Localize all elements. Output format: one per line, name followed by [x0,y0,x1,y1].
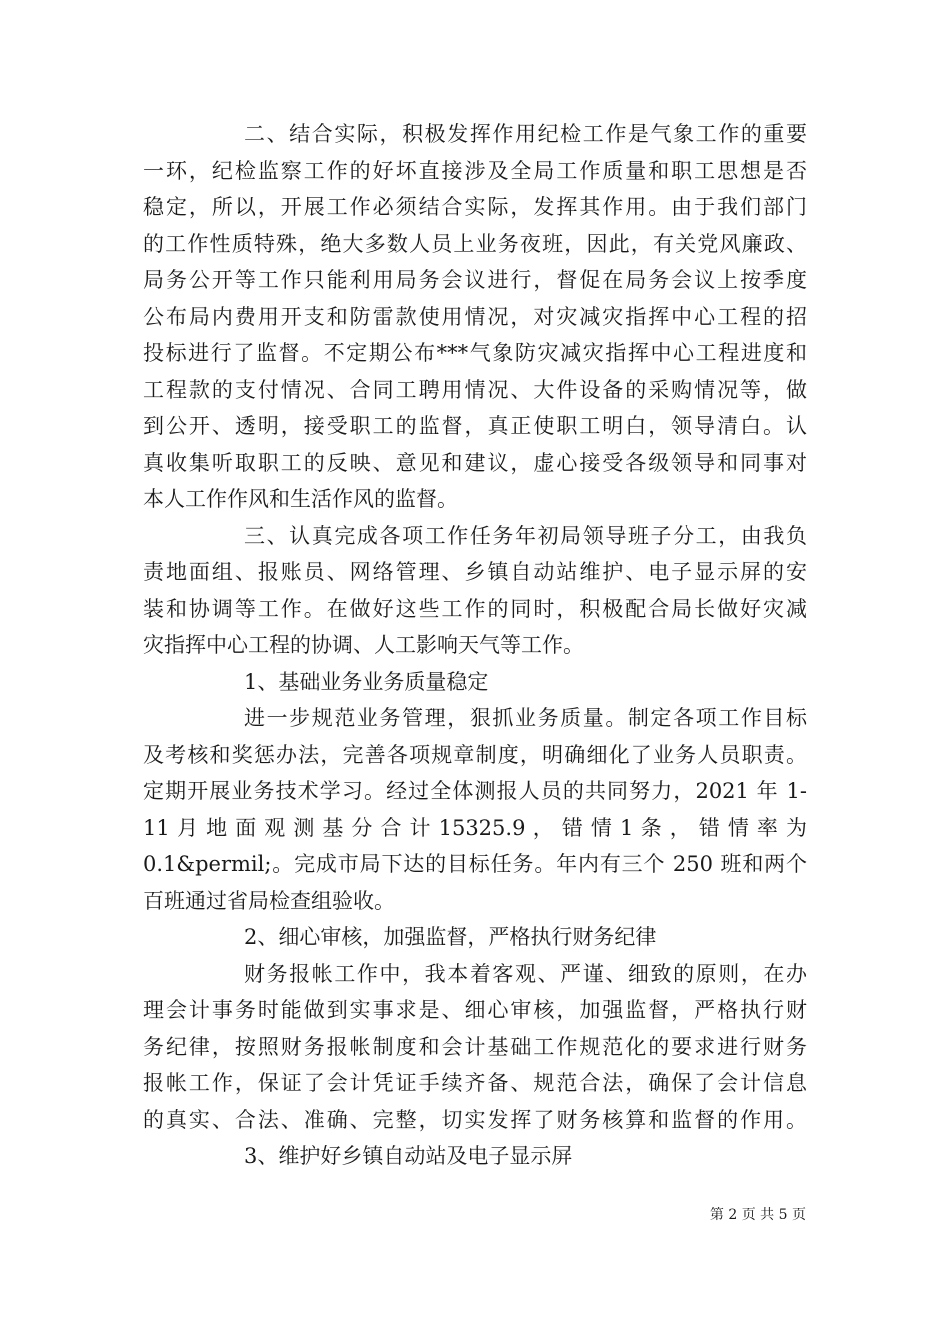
text-line: 财务报帐工作中，我本着客观、严谨、细致的原则，在办 [244,961,807,986]
text-line: 责地面组、报账员、网络管理、乡镇自动站维护、电子显示屏的安 [143,560,807,584]
text-line: 灾指挥中心工程的协调、人工影响天气等工作。 [143,633,584,657]
text-line: 务纪律，按照财务报帐制度和会计基础工作规范化的要求进行财务 [143,1034,807,1059]
text-line: 投标进行了监督。不定期公布***气象防灾减灾指挥中心工程进度和 [143,341,807,365]
text-line: 装和协调等工作。在做好这些工作的同时，积极配合局长做好灾减 [143,596,807,621]
text-line: 11 月 地 面 观 测 基 分 合 计 15325.9 ， 错 情 1 条 ， 错 情 率 为 [143,815,807,840]
document-body [143,116,807,1175]
text-line: 工程款的支付情况、合同工聘用情况、大件设备的采购情况等，做 [143,377,807,402]
text-line: 二、结合实际，积极发挥作用纪检工作是气象工作的重要 [244,122,807,146]
text-line: 及考核和奖惩办法，完善各项规章制度，明确细化了业务人员职责。 [143,742,807,767]
text-line: 的工作性质特殊，绝大多数人员上业务夜班，因此，有关党风廉政、 [143,231,807,256]
text-line: 稳定，所以，开展工作必须结合实际，发挥其作用。由于我们部门 [143,195,807,219]
text-line: 定期开展业务技术学习。经过全体测报人员的共同努力，2021 年 1- [143,779,807,803]
text-line: 三、认真完成各项工作任务年初局领导班子分工，由我负 [244,523,807,548]
page-number: 第 2 页 共 5 页 [709,1207,806,1223]
text-line: 0.1&permil;。完成市局下达的目标任务。年内有三个 250 班和两个 [143,852,807,876]
text-line: 报帐工作，保证了会计凭证手续齐备、规范合法，确保了会计信息 [143,1071,807,1095]
text-line: 3、维护好乡镇自动站及电子显示屏 [244,1144,573,1168]
text-line: 局务公开等工作只能利用局务会议进行，督促在局务会议上按季度 [143,268,807,292]
text-line: 1、基础业务业务质量稳定 [244,669,489,694]
text-line: 公布局内费用开支和防雷款使用情况，对灾减灾指挥中心工程的招 [143,304,807,329]
text-line: 真收集听取职工的反映、意见和建议，虚心接受各级领导和同事对 [143,450,807,475]
text-line: 理会计事务时能做到实事求是、细心审核，加强监督，严格执行财 [143,998,807,1022]
text-line: 2、细心审核，加强监督，严格执行财务纪律 [244,925,657,949]
text-line: 到公开、透明，接受职工的监督，真正使职工明白，领导清白。认 [143,414,807,438]
text-line: 本人工作作风和生活作风的监督。 [143,487,458,511]
text-line: 进一步规范业务管理，狠抓业务质量。制定各项工作目标 [244,706,807,730]
text-line: 的真实、合法、准确、完整，切实发挥了财务核算和监督的作用。 [143,1107,807,1132]
text-line: 一环，纪检监察工作的好坏直接涉及全局工作质量和职工思想是否 [143,158,807,183]
text-line: 百班通过省局检查组验收。 [143,888,395,913]
